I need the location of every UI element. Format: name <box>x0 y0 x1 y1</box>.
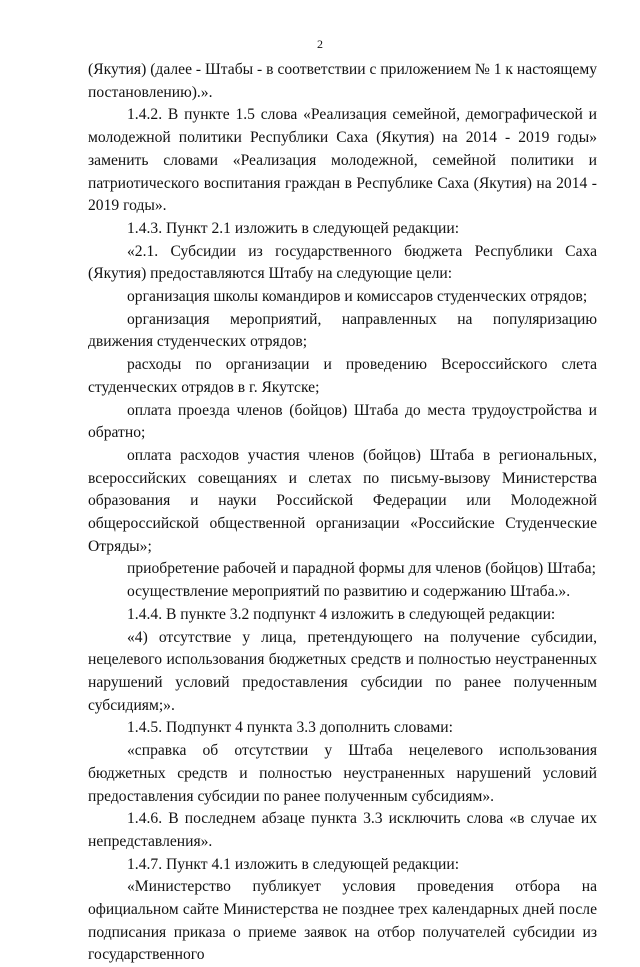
paragraph: 1.4.3. Пункт 2.1 изложить в следующей редакции: <box>127 219 460 237</box>
paragraph: «справка об отсутствии у Штаба нецелевого использования бюджетных средств и полностью неустраненных нарушений условий предоставления субсидии по ранее полученным субсидиям». <box>88 742 597 805</box>
paragraph: «4) отсутствие у лица, претендующего на получение субсидии, нецелевого использования бюджетных средств и полностью неустраненных нарушений условий предоставления субсидии по ранее полученным субсидиям;». <box>88 628 597 714</box>
paragraph: «Министерство публикует условия проведения отбора на официальном сайте Министерства не позднее трех календарных дней после подписания приказа о приеме заявок на отбор получателей субсидии из государственного <box>88 878 597 964</box>
document-body <box>88 59 597 967</box>
paragraph: приобретение рабочей и парадной формы для членов (бойцов) Штаба; <box>127 560 596 578</box>
paragraph: 1.4.2. В пункте 1.5 слова «Реализация семейной, демографической и молодежной политики Республики Саха (Якутия) на 2014 - 2019 годы» заменить словами «Реализация молодежной, семейной политики и патриотического воспитания граждан в Республике Саха (Якутия) на 2014 - 2019 годы». <box>88 106 597 215</box>
paragraph: 1.4.6. В последнем абзаце пункта 3.3 исключить слова «в случае их непредставления». <box>88 810 597 850</box>
page-number: 2 <box>317 37 323 51</box>
paragraph: осуществление мероприятий по развитию и содержанию Штаба.». <box>127 583 571 601</box>
paragraph: (Якутия) (далее - Штабы - в соответствии с приложением № 1 к настоящему постановлению).». <box>88 61 597 101</box>
paragraph: оплата проезда членов (бойцов) Штаба до места трудоустройства и обратно; <box>88 401 597 442</box>
paragraph: 1.4.5. Подпункт 4 пункта 3.3 дополнить словами: <box>127 719 453 737</box>
paragraph: «2.1. Субсидии из государственного бюджета Республики Саха (Якутия) предоставляются Штабу на следующие цели: <box>88 242 597 283</box>
paragraph: организация школы командиров и комиссаров студенческих отрядов; <box>127 288 588 306</box>
paragraph: расходы по организации и проведению Всероссийского слета студенческих отрядов в г. Якутске; <box>88 356 597 396</box>
paragraph: 1.4.7. Пункт 4.1 изложить в следующей редакции: <box>127 855 460 873</box>
paragraph: 1.4.4. В пункте 3.2 подпункт 4 изложить в следующей редакции: <box>127 605 556 623</box>
paragraph: организация мероприятий, направленных на популяризацию движения студенческих отрядов; <box>88 310 597 351</box>
paragraph: оплата расходов участия членов (бойцов) Штаба в региональных, всероссийских совещаниях и слетах по письму-вызову Министерства образования и науки Российской Федерации или Молодежной общероссийской общественной организации «Российские Студенческие Отряды»; <box>88 446 597 555</box>
